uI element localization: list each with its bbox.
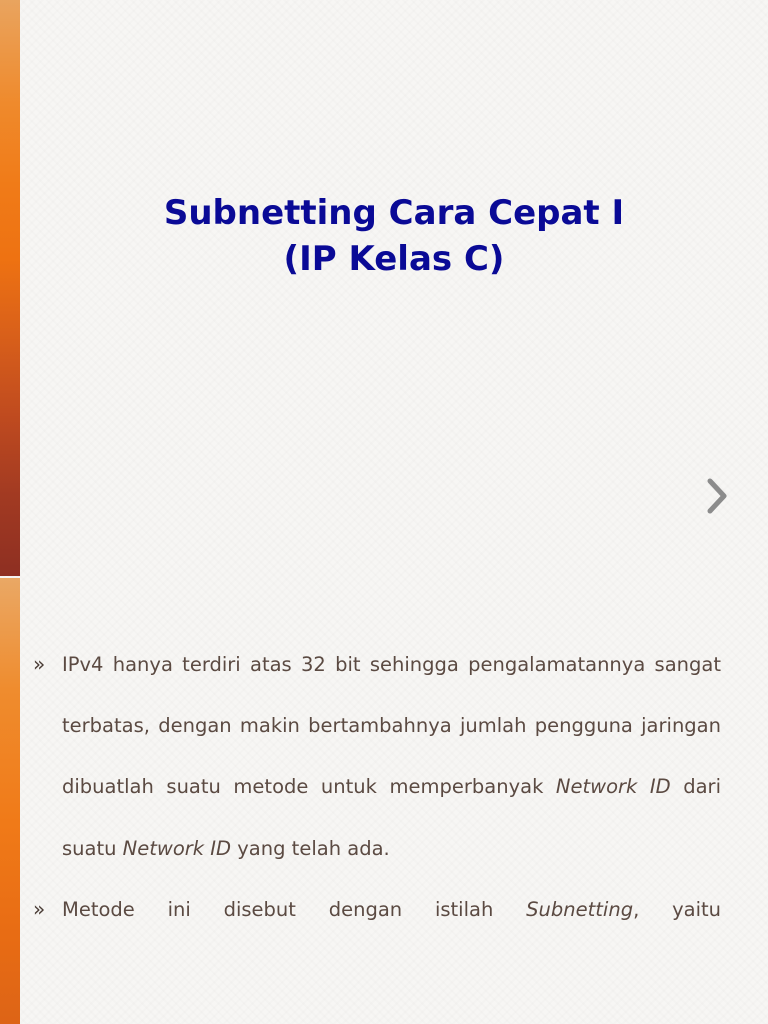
bullet-marker: » (33, 652, 46, 676)
title-line-2: (IP Kelas C) (283, 239, 505, 279)
bullet-item (0, 634, 768, 879)
slide-2 (0, 578, 768, 1024)
bullet-marker: » (33, 896, 46, 921)
bullet-item (0, 879, 768, 940)
bullet-text: Metode ini disebut dengan istilah Subnetting, yaitu (62, 897, 721, 921)
bullet-list (0, 634, 768, 940)
next-slide-button[interactable] (702, 474, 732, 518)
bullet-text: IPv4 hanya terdiri atas 32 bit sehingga pengalamatannya sangat terbatas, dengan makin bertambahnya jumlah pengguna jaringan dibuatlah suatu metode untuk memperbanyak Network ID dari suatu Network ID yang telah ada. (62, 653, 721, 860)
chevron-right-icon (706, 478, 728, 514)
title-line-1: Subnetting Cara Cepat I (163, 193, 625, 233)
slide-title (20, 190, 768, 282)
slide-accent-bar (0, 0, 20, 576)
